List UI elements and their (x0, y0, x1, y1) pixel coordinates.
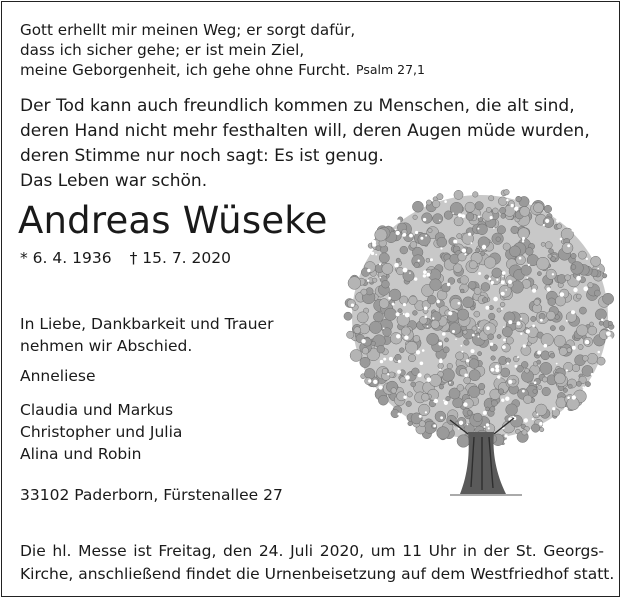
verse-line: Gott erhellt mir meinen Weg; er sorgt dafür, (20, 21, 356, 39)
mourner-spouse: Anneliese (20, 367, 96, 385)
family-address: 33102 Paderborn, Fürstenallee 27 (20, 486, 283, 504)
intro-line: nehmen wir Abschied. (20, 337, 193, 355)
verse-line: meine Geborgenheit, ich gehe ohne Furcht. (20, 61, 351, 79)
service-line: Kirche, anschließend findet die Urnenbeisetzung auf dem Westfriedhof statt. (20, 565, 615, 583)
tree-foliage (344, 189, 614, 447)
deceased-name: Andreas Wüseke (18, 199, 328, 242)
birth-date: * 6. 4. 1936 (20, 249, 112, 267)
bible-verse (20, 20, 355, 80)
verse-line: dass ich sicher gehe; er ist mein Ziel, (20, 41, 305, 59)
tree-icon (340, 182, 616, 502)
poem-line: deren Stimme nur noch sagt: Es ist genug. (20, 146, 384, 166)
intro-line: In Liebe, Dankbarkeit und Trauer (20, 315, 274, 333)
poem-line: deren Hand nicht mehr festhalten will, deren Augen müde wurden, (20, 121, 590, 141)
farewell-intro (20, 313, 273, 357)
memorial-poem (20, 94, 590, 194)
family-line: Claudia und Markus (20, 401, 174, 419)
family-line: Alina und Robin (20, 445, 142, 463)
life-dates (20, 248, 231, 268)
poem-line: Der Tod kann auch freundlich kommen zu Menschen, die alt sind, (20, 96, 575, 116)
mourner-family (20, 399, 182, 465)
family-line: Christopher und Julia (20, 423, 183, 441)
death-date: † 15. 7. 2020 (129, 249, 231, 267)
poem-line: Das Leben war schön. (20, 171, 208, 191)
service-line: Die hl. Messe ist Freitag, den 24. Juli 2020, um 11 Uhr in der St. Georgs- (20, 542, 604, 560)
verse-source: Psalm 27,1 (356, 62, 425, 77)
service-details (20, 540, 615, 586)
